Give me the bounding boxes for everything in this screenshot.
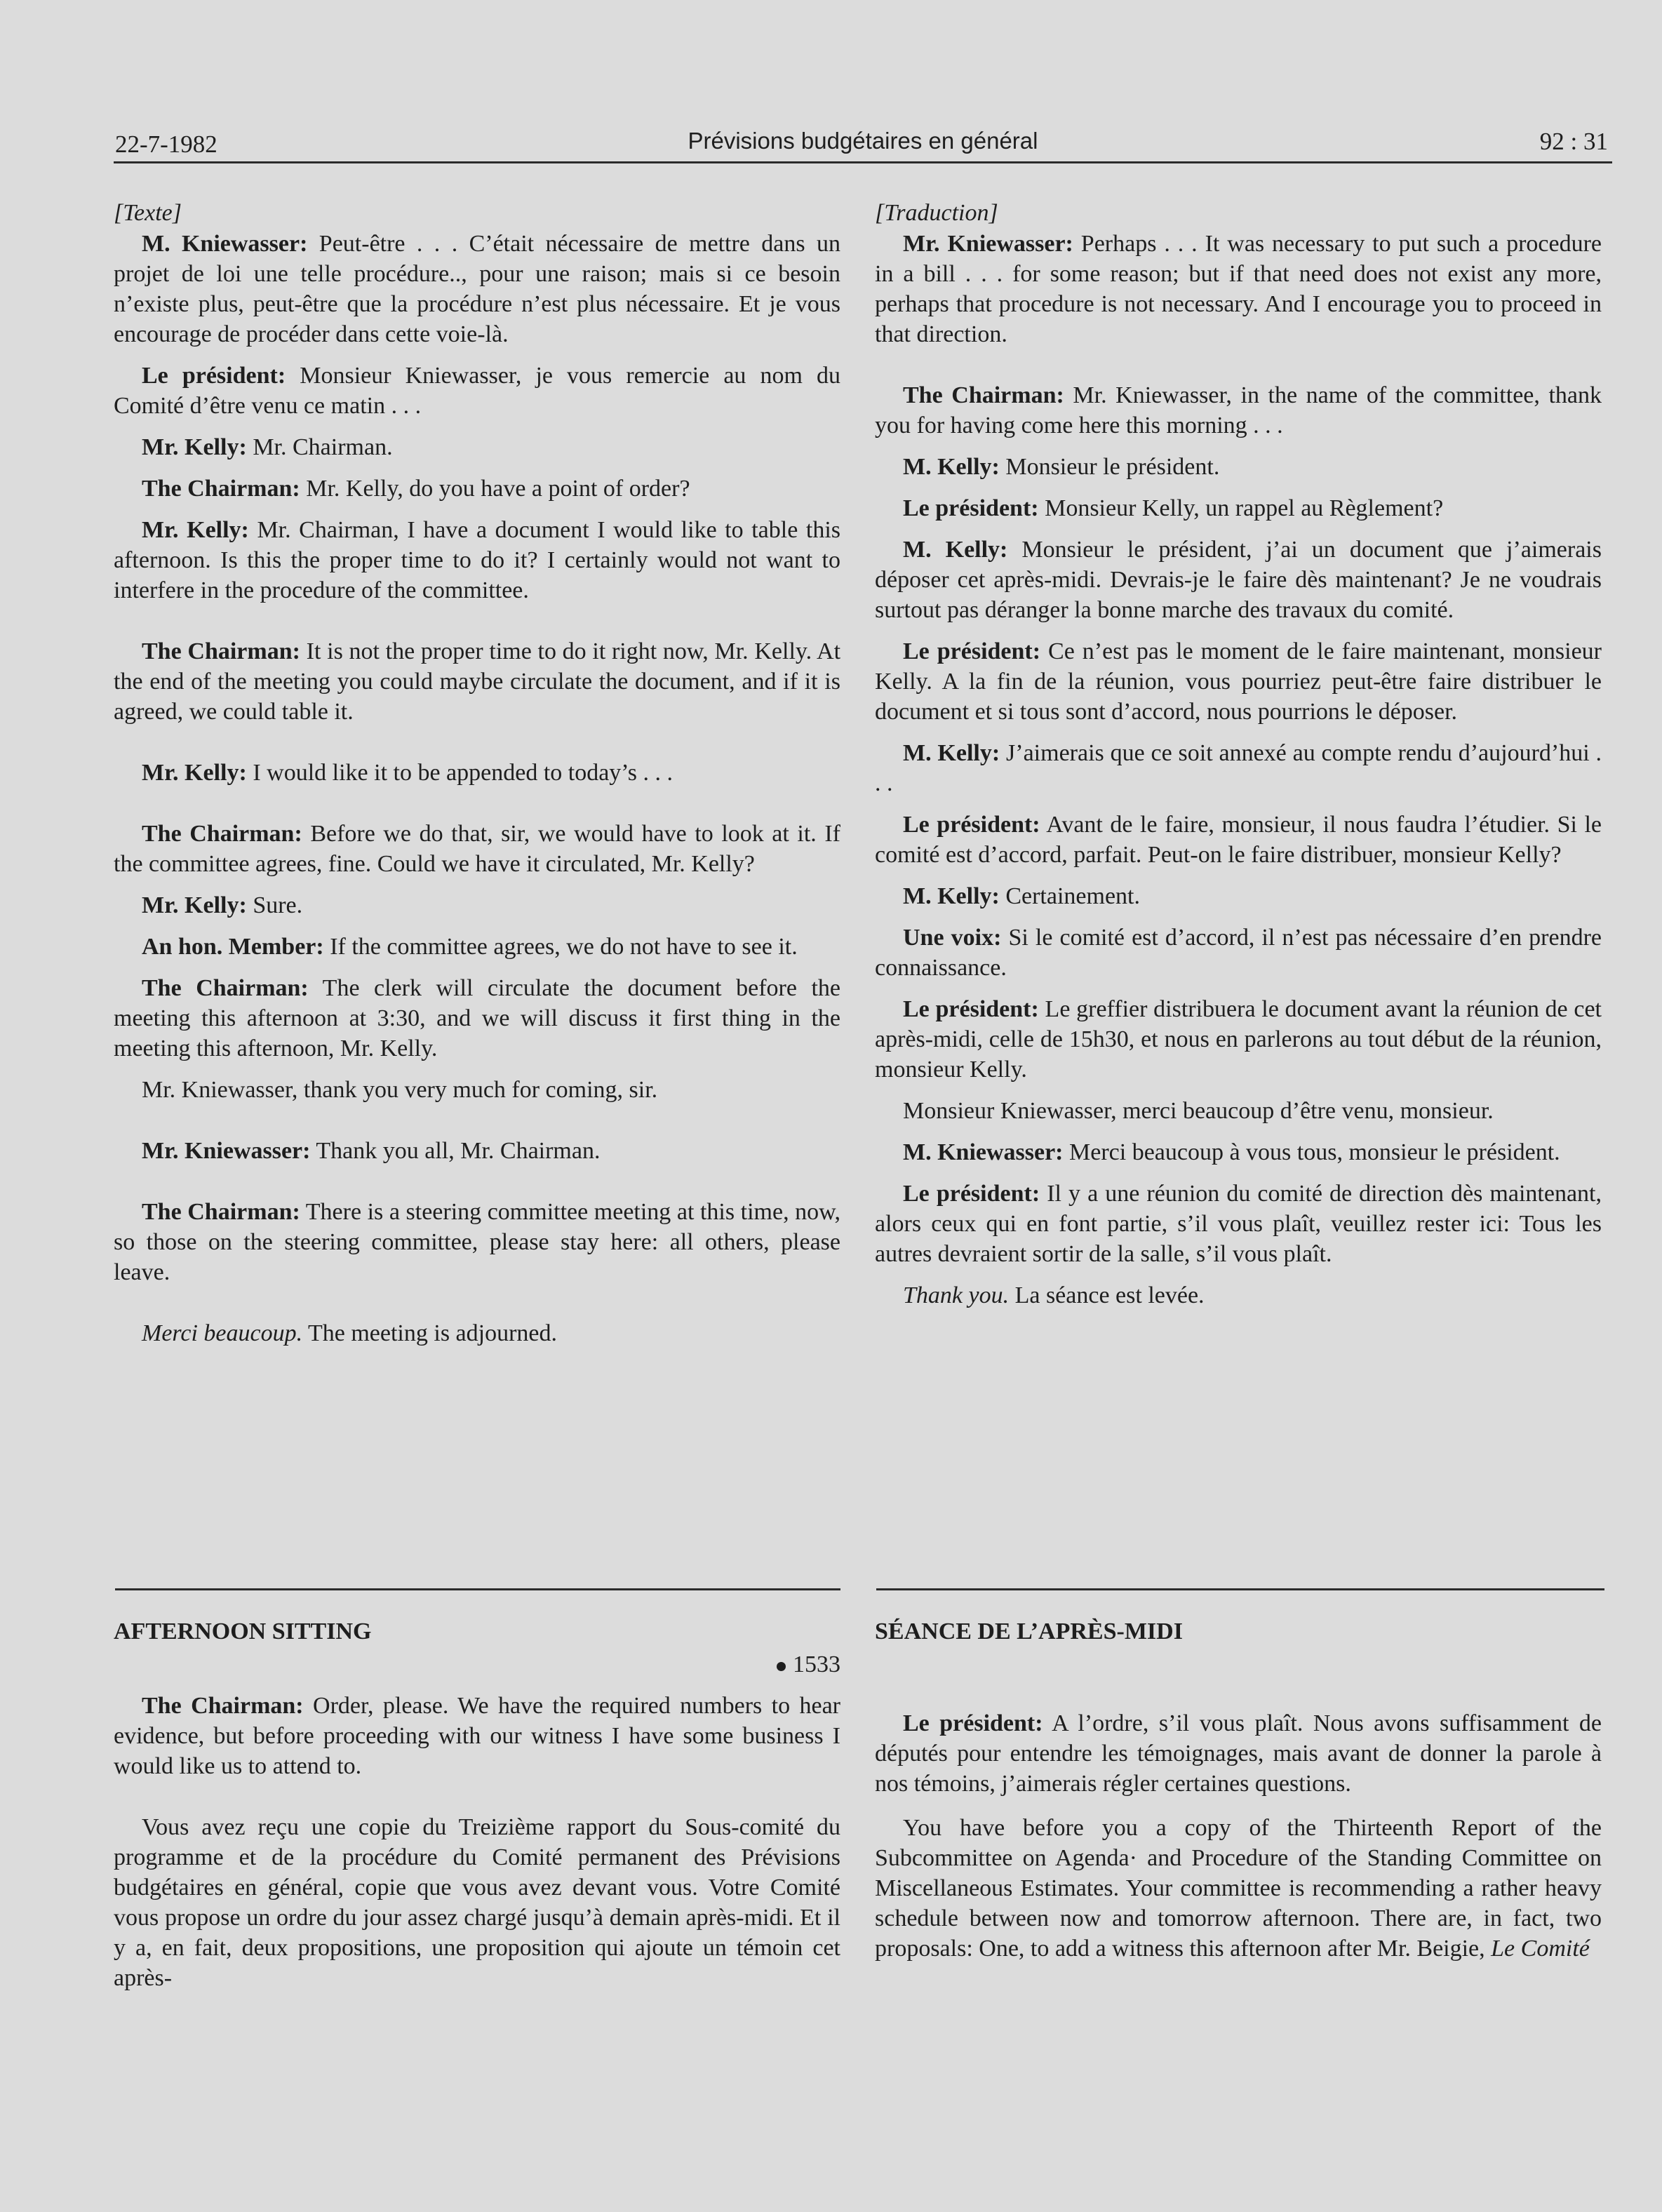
speech-text: You have before you a copy of the Thirteenth Report of the Subcommittee on Agenda· and Procedure of the Standing Committee on Miscellaneous Estimates. Your committee is recommending a rather heavy schedule between now and tomorrow afternoon. There are, in fact, two proposals: One, to add a witness this afternoon after Mr. Beigie, <box>875 1815 1602 1962</box>
right-column <box>875 198 1602 1311</box>
transcript-paragraph <box>875 810 1602 870</box>
speech-text: Thank you all, Mr. Chairman. <box>310 1138 601 1164</box>
transcript-paragraph <box>875 636 1602 727</box>
transcript-paragraph <box>114 758 840 788</box>
speaker-name: M. Kelly: <box>903 537 1008 563</box>
speaker-name: M. Kniewasser: <box>142 231 308 257</box>
speaker-name: The Chairman: <box>142 1693 304 1719</box>
speech-text: Ce n’est pas le moment de le faire maintenant, monsieur Kelly. A la fin de la réunion, vous pourriez peut-être faire distribuer le document et si tous sont d’accord, nous pourrions le déposer. <box>875 638 1602 725</box>
speech-text: Mr. Chairman. <box>246 434 393 460</box>
transcript-paragraph <box>114 932 840 962</box>
speaker-name: The Chairman: <box>903 382 1064 408</box>
speaker-name: M. Kelly: <box>903 740 1000 766</box>
transcript-paragraph <box>875 738 1602 798</box>
speaker-name: M. Kniewasser: <box>903 1139 1064 1165</box>
speech-text: Monsieur le président, j’ai un document que j’aimerais déposer cet après-midi. Devrais-je le faire dès maintenant? Je ne voudrais surtout pas déranger la bonne marche des travaux du comité. <box>875 537 1602 623</box>
transcript-paragraph <box>875 1179 1602 1269</box>
transcript-paragraph <box>875 535 1602 625</box>
header-date: 22-7-1982 <box>115 130 217 158</box>
transcript-paragraph <box>114 515 840 605</box>
timestamp-value: 1533 <box>793 1651 840 1677</box>
speech-text: Si le comité est d’accord, il n’est pas nécessaire d’en prendre connaissance. <box>875 925 1602 981</box>
section-divider <box>876 1588 1604 1590</box>
transcript-paragraph <box>875 1708 1602 1799</box>
speaker-name: An hon. Member: <box>142 934 324 960</box>
closing-text: The meeting is adjourned. <box>302 1320 558 1346</box>
speaker-name: Mr. Kelly: <box>142 892 247 918</box>
speech-text: Monsieur Kniewasser, je vous remercie au nom du Comité d’être venu ce matin . . . <box>114 363 841 419</box>
speech-text: Avant de le faire, monsieur, il nous faudra l’étudier. Si le comité est d’accord, parfait. Peut-on le faire distribuer, monsieur Kelly? <box>875 812 1602 868</box>
speaker-name: Le président: <box>903 1181 1040 1207</box>
speaker-name: The Chairman: <box>142 1199 300 1225</box>
speech-text: Peut-être . . . C’était nécessaire de mettre dans un projet de loi une telle procédure.., pour une raison; mais si ce besoin n’existe plus, peut-être que la procédure n’est plus nécessaire. Et je vous encourage de procéder dans cette voie-là. <box>114 231 840 347</box>
speech-text: Mr. Chairman, I have a document I would like to table this afternoon. Is this the proper time to do it? I certainly would not want to interfere in the procedure of the committee. <box>114 517 840 603</box>
speech-text: There is a steering committee meeting at this time, now, so those on the steering committee, please stay here: all others, please leave. <box>114 1199 841 1285</box>
transcript-paragraph <box>114 474 840 504</box>
speaker-name: Le président: <box>903 812 1040 838</box>
header-page-number: 92 : 31 <box>1539 128 1608 155</box>
speech-text: I would like it to be appended to today’s . . . <box>246 760 673 786</box>
closing-italic: Merci beaucoup. <box>142 1320 303 1346</box>
section-heading: AFTERNOON SITTING <box>114 1618 372 1644</box>
speaker-name: Mr. Kelly: <box>142 434 247 460</box>
speech-text: A l’ordre, s’il vous plaît. Nous avons suffisamment de députés pour entendre les témoignages, mais avant de donner la parole à nos témoins, j’aimerais régler certaines questions. <box>875 1710 1602 1797</box>
speech-text: Mr. Kniewasser, thank you very much for coming, sir. <box>142 1077 658 1103</box>
section-divider <box>115 1588 840 1590</box>
speaker-name: Mr. Kelly: <box>142 760 247 786</box>
timestamp <box>114 1649 840 1680</box>
speech-text: Monsieur le président. <box>999 454 1220 480</box>
page-header <box>114 125 1612 163</box>
transcript-paragraph <box>875 380 1602 441</box>
speech-text: It is not the proper time to do it right now, Mr. Kelly. At the end of the meeting you could maybe circulate the document, and if it is agreed, we could table it. <box>114 638 841 725</box>
speech-text: Sure. <box>246 892 303 918</box>
speaker-name: Une voix: <box>903 925 1002 951</box>
bullet-icon <box>777 1662 786 1671</box>
closing-paragraph <box>114 1318 840 1348</box>
afternoon-section-left <box>114 1616 840 1993</box>
speaker-name: Le président: <box>903 638 1041 664</box>
transcript-paragraph <box>875 1137 1602 1167</box>
speaker-name: Mr. Kniewasser: <box>142 1138 311 1164</box>
speech-text: J’aimerais que ce soit annexé au compte rendu d’aujourd’hui . . . <box>875 740 1602 796</box>
column-marker: [Texte] <box>114 200 182 226</box>
speech-text: Il y a une réunion du comité de direction dès maintenant, alors ceux qui en font partie, s’il vous plaît, veuillez rester ici: Tous les autres devraient sortir de la salle, s’il vous plaît. <box>875 1181 1602 1267</box>
speaker-name: M. Kelly: <box>903 454 1000 480</box>
transcript-paragraph <box>114 1197 840 1287</box>
speech-text: Perhaps . . . It was necessary to put such a procedure in a bill . . . for some reason; but if that need does not exist any more, perhaps that procedure is not necessary. And I encourage you to proceed in that direction. <box>875 231 1602 347</box>
speech-text: Merci beaucoup à vous tous, monsieur le président. <box>1063 1139 1560 1165</box>
transcript-paragraph <box>114 1691 840 1781</box>
transcript-paragraph <box>114 890 840 920</box>
transcript-paragraph <box>875 881 1602 911</box>
speaker-name: M. Kelly: <box>903 883 1000 909</box>
speech-text: Mr. Kelly, do you have a point of order? <box>300 476 690 502</box>
section-heading: SÉANCE DE L’APRÈS-MIDI <box>875 1618 1183 1644</box>
speaker-name: The Chairman: <box>142 821 302 847</box>
transcript-paragraph <box>114 1136 840 1166</box>
transcript-paragraph <box>114 1075 840 1105</box>
transcript-paragraph: Vous avez reçu une copie du Treizième rapport du Sous-comité du programme et de la procédure du Comité permanent des Prévisions budgétaires en général, copie que vous avez devant vous. Votre Comité vous propose un ordre du jour assez chargé jusqu’à demain après-midi. Et il y a, en fait, deux propositions, une proposition qui ajoute un témoin cet après- <box>114 1814 840 1991</box>
speech-italic: Le Comité <box>1491 1936 1590 1962</box>
closing-paragraph <box>875 1280 1602 1311</box>
left-column <box>114 198 840 1348</box>
speech-text: The clerk will circulate the document before the meeting this afternoon at 3:30, and we will discuss it first thing in the meeting this afternoon, Mr. Kelly. <box>114 975 841 1061</box>
transcript-paragraph <box>875 1813 1602 1964</box>
transcript-paragraph <box>114 819 840 879</box>
speech-text: Certainement. <box>999 883 1140 909</box>
transcript-paragraph <box>114 432 840 462</box>
speech-text: Le greffier distribuera le document avant la réunion de cet après-midi, celle de 15h30, et nous en parlerons au tout début de la réunion, monsieur Kelly. <box>875 996 1602 1082</box>
transcript-paragraph <box>114 973 840 1064</box>
transcript-paragraph <box>875 452 1602 482</box>
closing-italic: Thank you. <box>903 1282 1010 1308</box>
transcript-paragraph <box>875 923 1602 983</box>
afternoon-section-right <box>875 1616 1602 1964</box>
speech-text: If the committee agrees, we do not have to see it. <box>323 934 798 960</box>
speaker-name: Le président: <box>903 495 1039 521</box>
speech-text: Monsieur Kniewasser, merci beaucoup d’être venu, monsieur. <box>903 1098 1494 1124</box>
speaker-name: The Chairman: <box>142 638 300 664</box>
transcript-paragraph <box>114 361 840 421</box>
speaker-name: Mr. Kniewasser: <box>903 231 1073 257</box>
transcript-paragraph <box>114 636 840 727</box>
speaker-name: Le président: <box>142 363 286 389</box>
speech-text: Monsieur Kelly, un rappel au Règlement? <box>1038 495 1444 521</box>
transcript-paragraph <box>875 994 1602 1085</box>
transcript-paragraph <box>875 1096 1602 1126</box>
closing-text: La séance est levée. <box>1009 1282 1205 1308</box>
speaker-name: The Chairman: <box>142 975 309 1001</box>
transcript-paragraph <box>114 229 840 349</box>
speech-text: Order, please. We have the required numbers to hear evidence, but before proceeding with our witness I have some business I would like us to attend to. <box>114 1693 840 1779</box>
speaker-name: Le président: <box>903 1710 1043 1736</box>
speaker-name: Le président: <box>903 996 1039 1022</box>
speaker-name: The Chairman: <box>142 476 300 502</box>
speech-text: Before we do that, sir, we would have to look at it. If the committee agrees, fine. Could we have it circulated, Mr. Kelly? <box>114 821 840 877</box>
speaker-name: Mr. Kelly: <box>142 517 249 543</box>
speech-text: Mr. Kniewasser, in the name of the committee, thank you for having come here this morning . . . <box>875 382 1602 438</box>
header-title: Prévisions budgétaires en général <box>688 128 1038 154</box>
transcript-paragraph <box>875 493 1602 523</box>
transcript-paragraph <box>875 229 1602 349</box>
column-marker: [Traduction] <box>875 200 998 226</box>
